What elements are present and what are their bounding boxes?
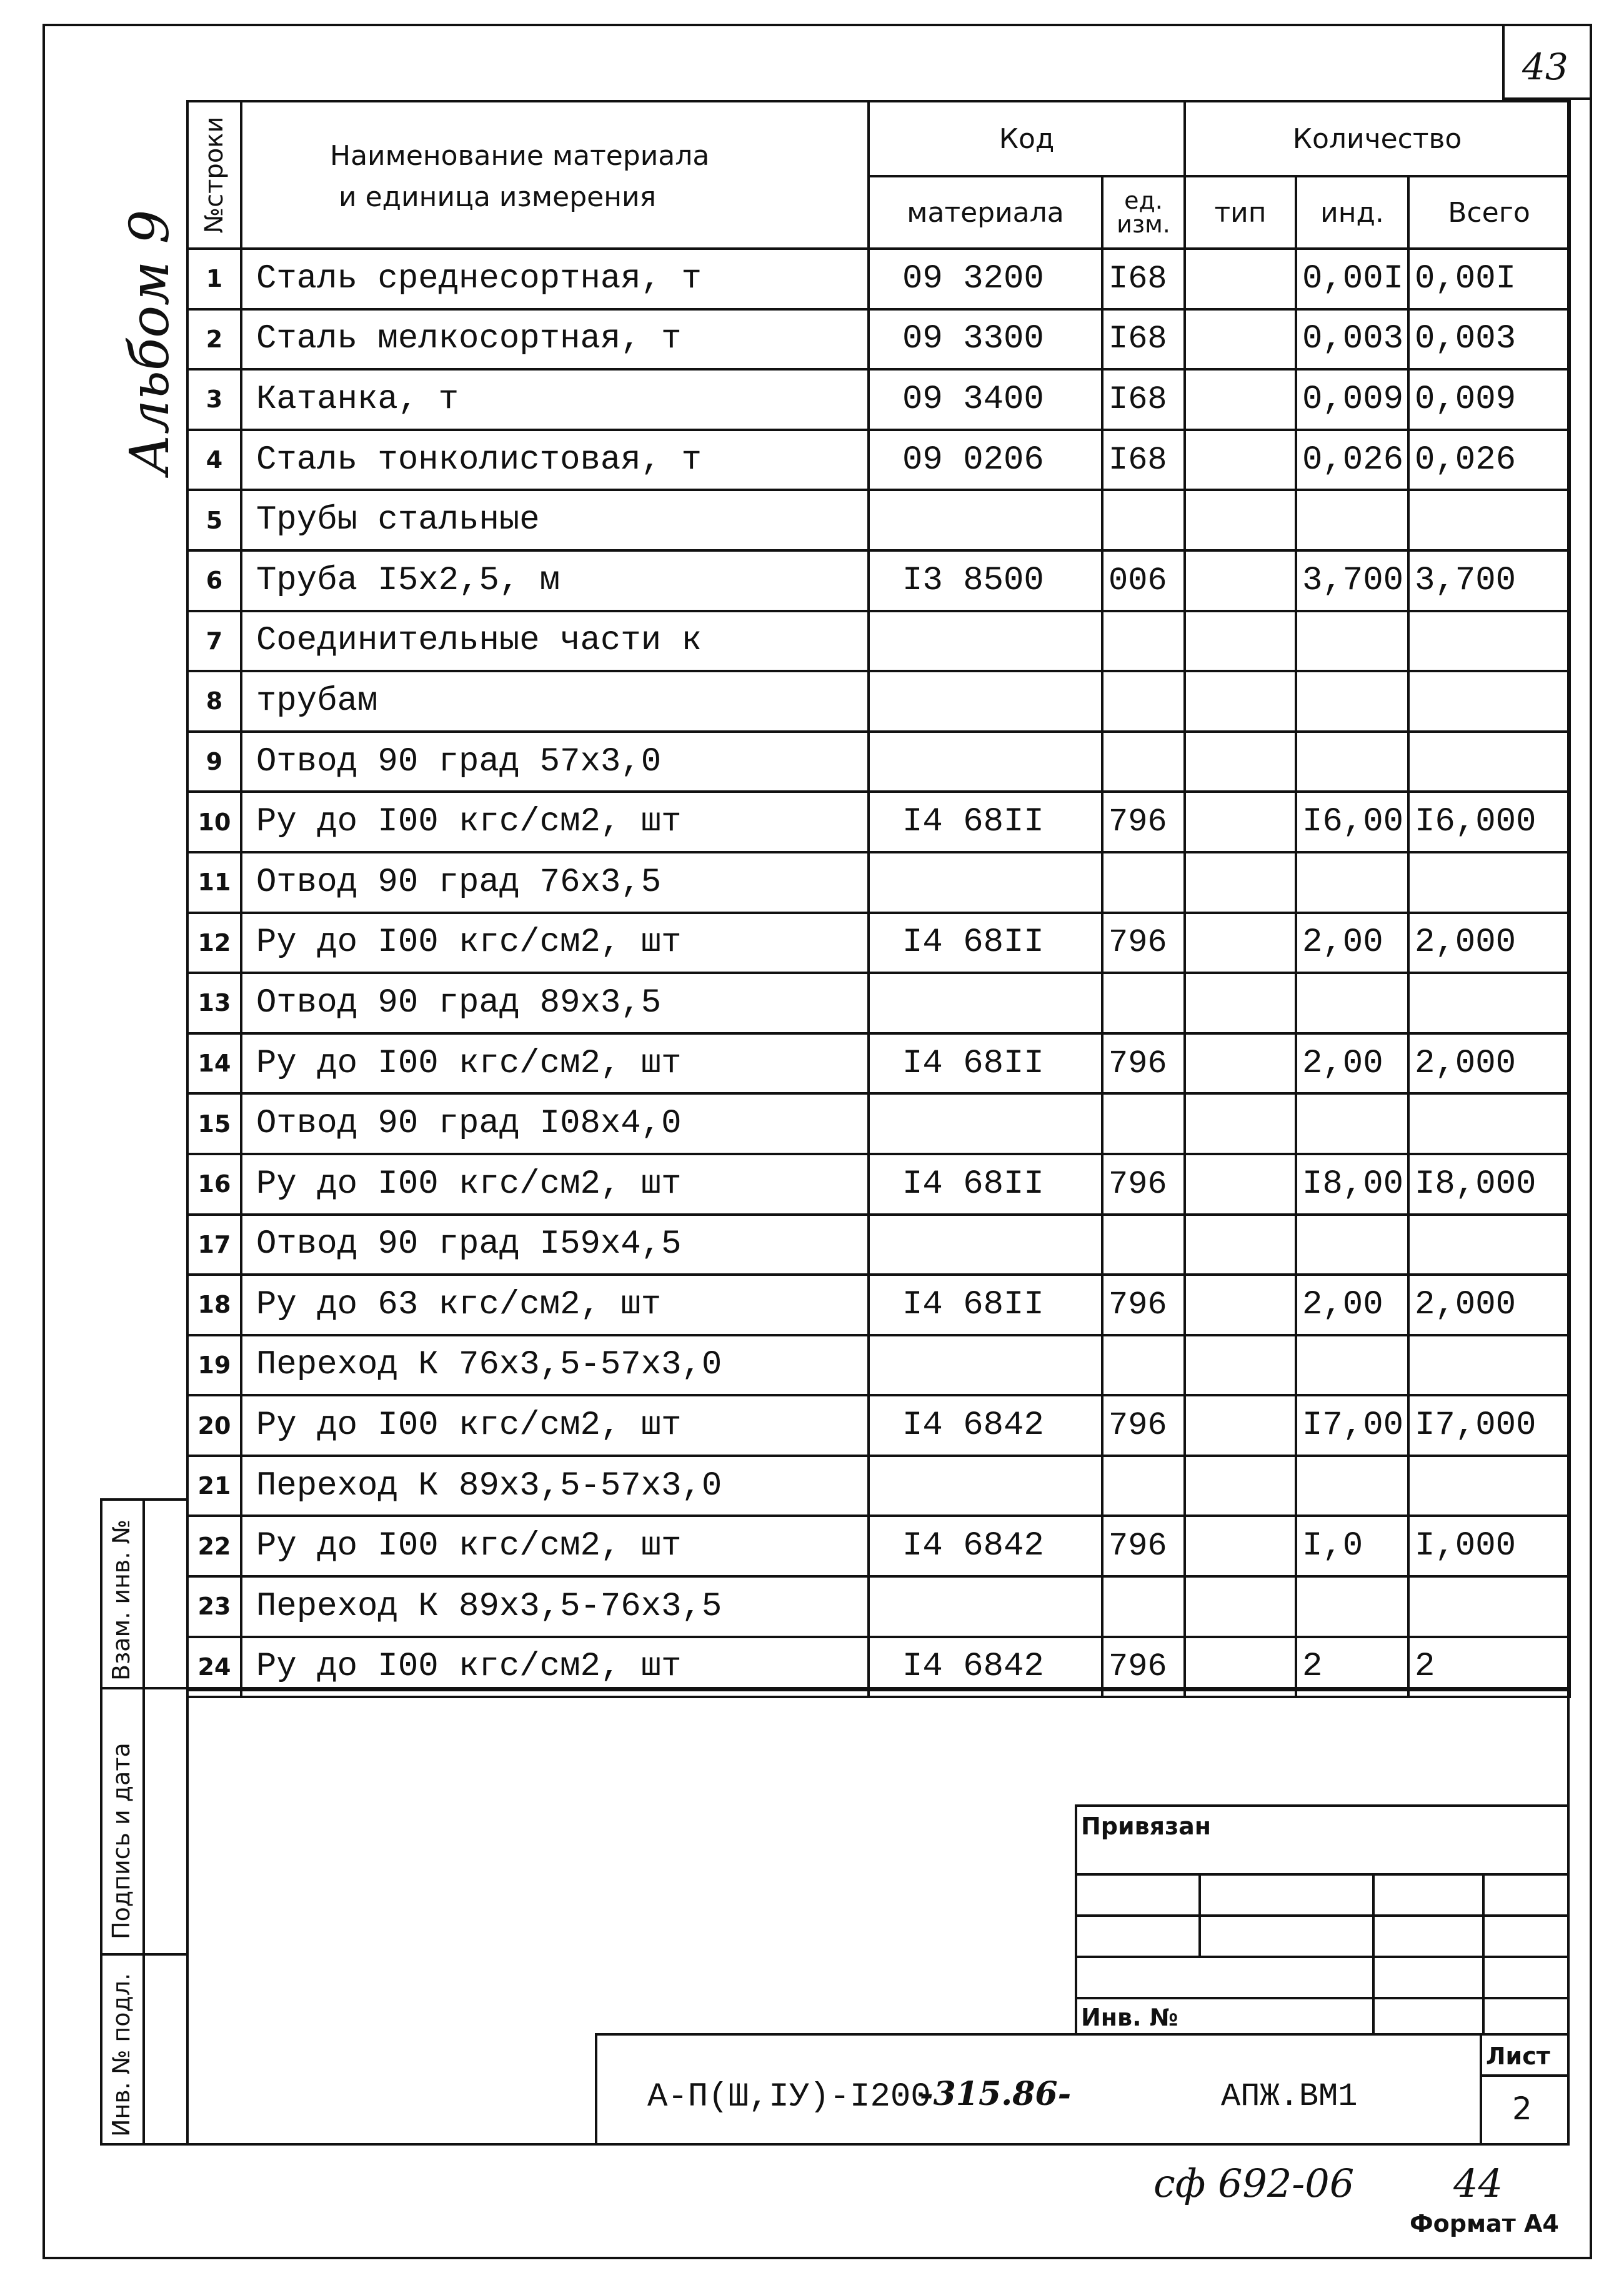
- material-name: Сталь мелкосортная, т: [241, 309, 869, 370]
- material-name: Отвод 90 град 57х3,0: [241, 732, 869, 792]
- unit-code: [1102, 1576, 1185, 1637]
- stamp-vzam-inv: Взам. инв. №: [107, 1519, 135, 1681]
- row-number: 4: [187, 430, 241, 490]
- table-row: [187, 1576, 1570, 1637]
- header-code: Код: [869, 101, 1185, 176]
- table-row: [187, 1456, 1570, 1516]
- material-code: [869, 490, 1102, 550]
- material-code: I4 68II: [869, 1033, 1102, 1094]
- quantity-total: 2,000: [1408, 1033, 1570, 1094]
- privyazan-inv-no: Инв. №: [1081, 2004, 1178, 2031]
- material-name: Ру до I00 кгс/см2, шт: [241, 792, 869, 852]
- privyazan-col-3: [1482, 1873, 1485, 2036]
- quantity-ind: [1296, 1215, 1408, 1275]
- quantity-type: [1185, 1093, 1296, 1154]
- stamp-top-line: [100, 1498, 186, 1501]
- table-row: [187, 490, 1570, 550]
- quantity-ind: I,0: [1296, 1516, 1408, 1576]
- material-code: [869, 611, 1102, 672]
- quantity-ind: [1296, 671, 1408, 732]
- quantity-ind: [1296, 973, 1408, 1033]
- quantity-ind: 0,003: [1296, 309, 1408, 370]
- material-name: Сталь тонколистовая, т: [241, 430, 869, 490]
- title-sheet-divider: [1480, 2033, 1482, 2146]
- title-doc-code: А-П(Ш,IУ)-I200: [647, 2078, 931, 2116]
- unit-code: [1102, 852, 1185, 913]
- table-row: [187, 1395, 1570, 1456]
- table-row: [187, 973, 1570, 1033]
- quantity-type: [1185, 852, 1296, 913]
- quantity-type: [1185, 1516, 1296, 1576]
- quantity-type: [1185, 973, 1296, 1033]
- material-name: Ру до I00 кгс/см2, шт: [241, 913, 869, 973]
- unit-code: 796: [1102, 1395, 1185, 1456]
- unit-code: [1102, 732, 1185, 792]
- quantity-type: [1185, 1335, 1296, 1396]
- privyazan-line-4: [1075, 1997, 1570, 1999]
- row-number: 17: [187, 1215, 241, 1275]
- material-code: I4 6842: [869, 1637, 1102, 1698]
- stamp-podpis-data: Подпись и дата: [107, 1743, 135, 1939]
- quantity-total: I,000: [1408, 1516, 1570, 1576]
- quantity-type: [1185, 1576, 1296, 1637]
- quantity-ind: 2,00: [1296, 1033, 1408, 1094]
- material-code: 09 3400: [869, 369, 1102, 430]
- page-number-box-left: [1502, 24, 1505, 100]
- row-number: 20: [187, 1395, 241, 1456]
- row-number: 16: [187, 1154, 241, 1215]
- material-name: Ру до 63 кгс/см2, шт: [241, 1275, 869, 1335]
- footer-handwritten-num: 44: [1453, 2161, 1503, 2206]
- privyazan-title: Привязан: [1081, 1813, 1212, 1840]
- material-code: [869, 732, 1102, 792]
- unit-code: [1102, 1335, 1185, 1396]
- quantity-total: [1408, 611, 1570, 672]
- material-name: Переход К 89х3,5-57х3,0: [241, 1456, 869, 1516]
- privyazan-col-1: [1198, 1873, 1201, 1956]
- unit-code: 796: [1102, 792, 1185, 852]
- material-name: Трубы стальные: [241, 490, 869, 550]
- material-code: [869, 671, 1102, 732]
- quantity-ind: [1296, 732, 1408, 792]
- stamp-left-line: [100, 1498, 102, 2144]
- privyazan-line-1: [1075, 1873, 1570, 1876]
- table-row: [187, 550, 1570, 611]
- table-row: [187, 852, 1570, 913]
- quantity-total: 2,000: [1408, 913, 1570, 973]
- unit-code: [1102, 1456, 1185, 1516]
- unit-code: [1102, 1093, 1185, 1154]
- row-number: 10: [187, 792, 241, 852]
- table-row: [187, 1093, 1570, 1154]
- row-number: 22: [187, 1516, 241, 1576]
- quantity-ind: I6,00: [1296, 792, 1408, 852]
- material-code: 09 0206: [869, 430, 1102, 490]
- unit-code: I68: [1102, 430, 1185, 490]
- material-name: Отвод 90 град 76х3,5: [241, 852, 869, 913]
- quantity-ind: 0,00I: [1296, 249, 1408, 309]
- material-code: [869, 1335, 1102, 1396]
- header-code-material: материала: [869, 176, 1102, 249]
- table-row: [187, 732, 1570, 792]
- material-name: Катанка, т: [241, 369, 869, 430]
- material-code: [869, 1215, 1102, 1275]
- material-name: Ру до I00 кгс/см2, шт: [241, 1637, 869, 1698]
- material-name: трубам: [241, 671, 869, 732]
- quantity-type: [1185, 611, 1296, 672]
- material-name: Ру до I00 кгс/см2, шт: [241, 1033, 869, 1094]
- material-name: Отвод 90 град 89х3,5: [241, 973, 869, 1033]
- quantity-type: [1185, 1215, 1296, 1275]
- table-row: [187, 249, 1570, 309]
- row-number: 7: [187, 611, 241, 672]
- unit-code: [1102, 671, 1185, 732]
- title-sheet-line: [1480, 2074, 1570, 2077]
- quantity-type: [1185, 249, 1296, 309]
- stamp-inv-podl: Инв. № подл.: [107, 1972, 135, 2137]
- quantity-ind: [1296, 1093, 1408, 1154]
- quantity-total: 0,009: [1408, 369, 1570, 430]
- quantity-ind: 3,700: [1296, 550, 1408, 611]
- quantity-ind: [1296, 1335, 1408, 1396]
- quantity-ind: [1296, 611, 1408, 672]
- header-row-no: №строки: [187, 101, 241, 249]
- table-row: [187, 309, 1570, 370]
- quantity-ind: [1296, 1576, 1408, 1637]
- table-row: [187, 913, 1570, 973]
- quantity-total: 0,00I: [1408, 249, 1570, 309]
- page-number: 43: [1522, 46, 1568, 88]
- unit-code: I68: [1102, 249, 1185, 309]
- quantity-total: 0,026: [1408, 430, 1570, 490]
- row-number: 19: [187, 1335, 241, 1396]
- quantity-type: [1185, 913, 1296, 973]
- material-name: Переход К 89х3,5-76х3,5: [241, 1576, 869, 1637]
- table-row: [187, 369, 1570, 430]
- quantity-total: 3,700: [1408, 550, 1570, 611]
- table-row: [187, 671, 1570, 732]
- material-name: Переход К 76х3,5-57х3,0: [241, 1335, 869, 1396]
- row-number: 2: [187, 309, 241, 370]
- material-name: Ру до I00 кгс/см2, шт: [241, 1154, 869, 1215]
- table-row: [187, 1215, 1570, 1275]
- title-series: -315.86-: [920, 2075, 1072, 2113]
- unit-code: 006: [1102, 550, 1185, 611]
- quantity-total: [1408, 671, 1570, 732]
- row-number: 24: [187, 1637, 241, 1698]
- unit-code: 796: [1102, 1637, 1185, 1698]
- quantity-ind: 0,026: [1296, 430, 1408, 490]
- unit-code: [1102, 611, 1185, 672]
- quantity-type: [1185, 1456, 1296, 1516]
- quantity-total: [1408, 1093, 1570, 1154]
- quantity-type: [1185, 309, 1296, 370]
- material-code: 09 3300: [869, 309, 1102, 370]
- unit-code: I68: [1102, 369, 1185, 430]
- quantity-total: [1408, 732, 1570, 792]
- quantity-type: [1185, 369, 1296, 430]
- quantity-total: [1408, 1576, 1570, 1637]
- row-number: 13: [187, 973, 241, 1033]
- format-label: Формат А4: [1410, 2210, 1559, 2237]
- material-name: Ру до I00 кгс/см2, шт: [241, 1516, 869, 1576]
- quantity-type: [1185, 1395, 1296, 1456]
- row-number: 6: [187, 550, 241, 611]
- quantity-total: [1408, 1456, 1570, 1516]
- unit-code: [1102, 973, 1185, 1033]
- row-number: 9: [187, 732, 241, 792]
- material-name: Сталь среднесортная, т: [241, 249, 869, 309]
- material-name: Труба I5х2,5, м: [241, 550, 869, 611]
- row-number: 5: [187, 490, 241, 550]
- quantity-ind: I7,00: [1296, 1395, 1408, 1456]
- quantity-total: [1408, 1335, 1570, 1396]
- quantity-type: [1185, 1033, 1296, 1094]
- quantity-total: [1408, 490, 1570, 550]
- material-code: I4 68II: [869, 913, 1102, 973]
- material-name: Ру до I00 кгс/см2, шт: [241, 1395, 869, 1456]
- privyazan-line-3: [1075, 1956, 1570, 1958]
- unit-code: [1102, 490, 1185, 550]
- quantity-ind: I8,00: [1296, 1154, 1408, 1215]
- row-number: 11: [187, 852, 241, 913]
- material-code: 09 3200: [869, 249, 1102, 309]
- material-code: I4 68II: [869, 792, 1102, 852]
- table-row: [187, 1335, 1570, 1396]
- quantity-type: [1185, 1275, 1296, 1335]
- table-row: [187, 1516, 1570, 1576]
- table-row: [187, 430, 1570, 490]
- quantity-type: [1185, 430, 1296, 490]
- quantity-ind: [1296, 1456, 1408, 1516]
- unit-code: 796: [1102, 1516, 1185, 1576]
- album-label: Альбом 9: [119, 209, 181, 475]
- unit-code: 796: [1102, 1275, 1185, 1335]
- table-body: [187, 249, 1570, 1697]
- material-code: [869, 973, 1102, 1033]
- stamp-div-1: [100, 1687, 186, 1689]
- header-code-unit: ед. изм.: [1102, 176, 1185, 249]
- table-row: [187, 1275, 1570, 1335]
- material-name: Отвод 90 град I59х4,5: [241, 1215, 869, 1275]
- quantity-type: [1185, 1154, 1296, 1215]
- material-code: [869, 1456, 1102, 1516]
- quantity-ind: 2: [1296, 1637, 1408, 1698]
- quantity-ind: 0,009: [1296, 369, 1408, 430]
- row-number: 23: [187, 1576, 241, 1637]
- stamp-right-line: [186, 100, 189, 2144]
- unit-code: I68: [1102, 309, 1185, 370]
- material-code: [869, 852, 1102, 913]
- header-ind: инд.: [1296, 176, 1408, 249]
- quantity-total: 2: [1408, 1637, 1570, 1698]
- title-mark: АПЖ.ВМ1: [1221, 2078, 1358, 2115]
- privyazan-line-2: [1075, 1914, 1570, 1917]
- row-number: 1: [187, 249, 241, 309]
- quantity-type: [1185, 732, 1296, 792]
- quantity-total: [1408, 973, 1570, 1033]
- header-name: Наименование материала и единица измерения: [241, 101, 869, 249]
- table-row: [187, 792, 1570, 852]
- quantity-ind: 2,00: [1296, 1275, 1408, 1335]
- quantity-type: [1185, 792, 1296, 852]
- header-quantity: Количество: [1185, 101, 1570, 176]
- quantity-total: 2,000: [1408, 1275, 1570, 1335]
- row-number: 3: [187, 369, 241, 430]
- material-code: I4 68II: [869, 1275, 1102, 1335]
- material-code: I4 6842: [869, 1516, 1102, 1576]
- title-sheet-number: 2: [1512, 2091, 1532, 2127]
- table-bottom-line: [186, 1687, 1568, 1691]
- quantity-total: I8,000: [1408, 1154, 1570, 1215]
- privyazan-col-2: [1372, 1873, 1375, 2036]
- materials-table: [186, 100, 1571, 1698]
- title-sheet-label: Лист: [1486, 2042, 1550, 2070]
- quantity-ind: 2,00: [1296, 913, 1408, 973]
- footer-handwritten: сф 692-06: [1153, 2161, 1355, 2206]
- header-type: тип: [1185, 176, 1296, 249]
- quantity-type: [1185, 490, 1296, 550]
- material-code: I3 8500: [869, 550, 1102, 611]
- material-code: I4 68II: [869, 1154, 1102, 1215]
- quantity-type: [1185, 671, 1296, 732]
- quantity-total: [1408, 1215, 1570, 1275]
- quantity-total: I6,000: [1408, 792, 1570, 852]
- row-number: 21: [187, 1456, 241, 1516]
- row-number: 14: [187, 1033, 241, 1094]
- quantity-total: I7,000: [1408, 1395, 1570, 1456]
- header-total: Всего: [1408, 176, 1570, 249]
- unit-code: [1102, 1215, 1185, 1275]
- quantity-ind: [1296, 490, 1408, 550]
- row-number: 18: [187, 1275, 241, 1335]
- unit-code: 796: [1102, 1033, 1185, 1094]
- material-code: [869, 1093, 1102, 1154]
- material-name: Соединительные части к: [241, 611, 869, 672]
- quantity-type: [1185, 550, 1296, 611]
- stamp-div-2: [100, 1953, 186, 1956]
- quantity-total: [1408, 852, 1570, 913]
- row-number: 12: [187, 913, 241, 973]
- material-name: Отвод 90 град I08х4,0: [241, 1093, 869, 1154]
- unit-code: 796: [1102, 913, 1185, 973]
- material-code: [869, 1576, 1102, 1637]
- quantity-total: 0,003: [1408, 309, 1570, 370]
- table-row: [187, 611, 1570, 672]
- row-number: 15: [187, 1093, 241, 1154]
- row-number: 8: [187, 671, 241, 732]
- table-row: [187, 1033, 1570, 1094]
- material-code: I4 6842: [869, 1395, 1102, 1456]
- stamp-mid-line: [142, 1498, 145, 2144]
- quantity-ind: [1296, 852, 1408, 913]
- table-row: [187, 1154, 1570, 1215]
- unit-code: 796: [1102, 1154, 1185, 1215]
